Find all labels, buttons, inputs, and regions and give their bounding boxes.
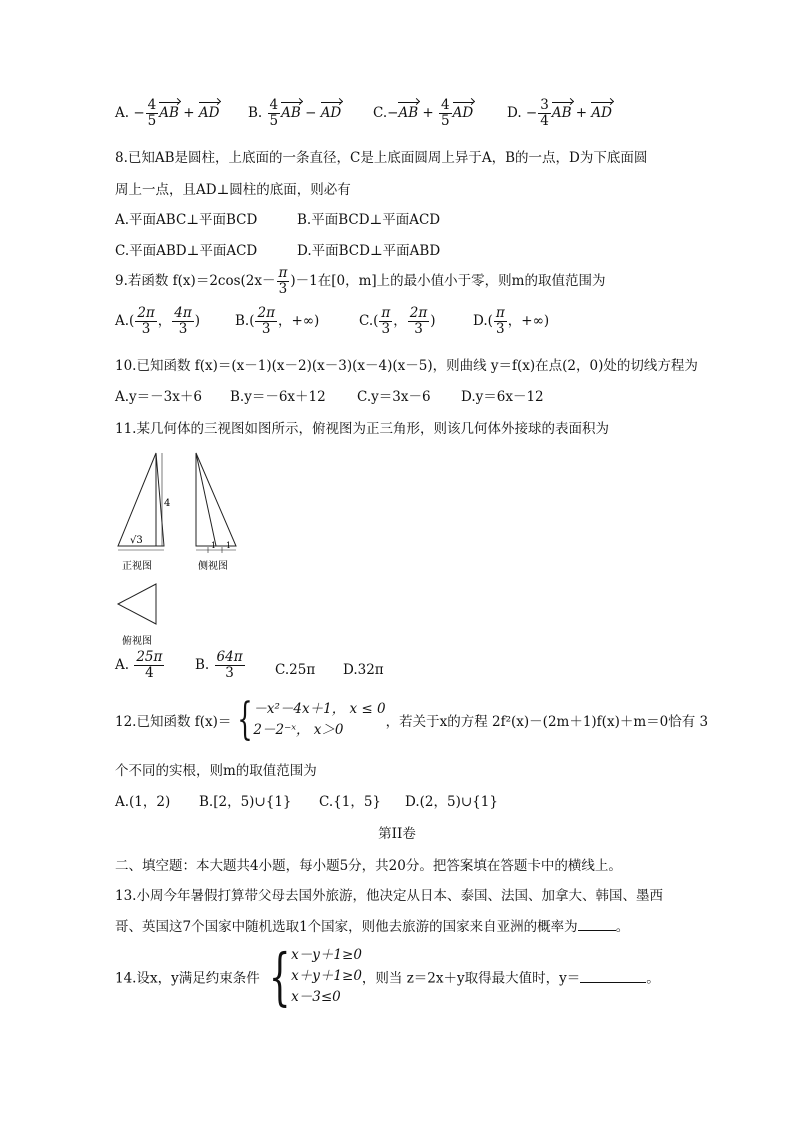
section-heading: 二、填空题：本大题共4小题，每小题5分，共20分。把答案填在答题卡中的横线上。 — [115, 858, 622, 874]
q9-stem: 9.若函数 f(x)＝2cos(2x－ $\frac{\pi}{3}$ )－1在[0，m]上的最小值小于零，则m的取值范围为 — [115, 265, 606, 297]
q12-option-d: D.(2，5)∪{1} — [405, 794, 498, 810]
q14-answer-blank[interactable] — [580, 970, 646, 983]
q8-option-b: B.平面BCD⊥平面ACD — [297, 212, 441, 228]
side-tick-1: 1 — [211, 541, 217, 550]
q9-option-b: B.( $\frac{2\pi}{3}$ ，+∞) — [235, 305, 320, 337]
q8-option-d: D.平面BCD⊥平面ABD — [297, 243, 441, 259]
base-label: √3 — [130, 535, 143, 546]
q11-option-b: B. $\frac{64\pi}{3}$ — [195, 649, 243, 681]
q12-options — [115, 790, 498, 810]
q8-stem-line1: 8.已知AB是圆柱，上底面的一条直径，C是上底面圆周上异于A，B的一点，D为下底面圆 — [115, 150, 648, 166]
top-view — [118, 584, 156, 624]
q12-option-b: B.[2，5)∪{1} — [199, 794, 292, 810]
q14-stem: 14.设x，y满足约束条件 {x－y＋1≥0 x＋y＋1≥0 x－3≤0，则当 z＝2x＋y取得最大值时，y＝ 。 — [115, 939, 660, 1013]
side-view-caption: 侧视图 — [198, 561, 228, 572]
q10-option-a: A.y＝－3x＋6 — [115, 389, 202, 405]
q9-option-c: C.( $\frac{\pi}{3}$ ， $\frac{2\pi}{3}$ ) — [359, 305, 436, 337]
q8-stem-line2: 周上一点，且AD⊥圆柱的底面，则必有 — [115, 182, 351, 198]
q7-option-c: C.−AB + $\frac{4}{5}$ AD — [373, 97, 474, 129]
q9-option-d: D.( $\frac{\pi}{3}$ ，+∞) — [473, 305, 550, 337]
q13-answer-blank[interactable] — [578, 918, 616, 931]
q12-stem-line2: 个不同的实根，则m的取值范围为 — [115, 763, 317, 779]
q13-line1: 13.小周今年暑假打算带父母去国外旅游，他决定从日本、泰国、法国、加拿大、韩国、墨西 — [115, 888, 663, 904]
q8-option-a: A.平面ABC⊥平面BCD — [115, 212, 258, 228]
q10-option-b: B.y＝－6x＋12 — [230, 389, 326, 405]
q13-line2: 哥、英国这7个国家中随机选取1个国家，则他去旅游的国家来自亚洲的概率为 。 — [115, 919, 630, 935]
q10-option-d: D.y＝6x－12 — [461, 389, 544, 405]
q7-option-b: B. $\frac{4}{5}$ AB − AD — [248, 97, 342, 129]
side-tick-2: 1 — [226, 541, 232, 550]
q7-option-a: A. − $\frac{4}{5}$ AB + AD — [115, 97, 220, 129]
q8-options-row2 — [115, 239, 441, 259]
q12-stem: 12.已知函数 f(x)＝ {－x²－4x＋1， x ≤ 0 2－2⁻ˣ， x＞0 ，若关于x的方程 2f²(x)－(2m＋1)f(x)＋m＝0恰有 3 — [115, 694, 709, 745]
section-title: 第II卷 — [378, 826, 416, 842]
q12-option-c: C.{1，5} — [319, 794, 381, 810]
q7-option-d: D. − $\frac{3}{4}$ AB + AD — [507, 97, 612, 129]
q11-option-d: D.32π — [343, 662, 384, 678]
q8-option-c: C.平面ABD⊥平面ACD — [115, 243, 258, 259]
q11-option-c: C.25π — [275, 662, 316, 678]
q8-options-row1 — [115, 208, 441, 228]
three-view-figure — [112, 448, 272, 648]
q10-options — [115, 385, 544, 405]
q11-stem: 11.某几何体的三视图如图所示，俯视图为正三角形，则该几何体外接球的表面积为 — [115, 421, 609, 437]
top-view-caption: 俯视图 — [122, 636, 152, 647]
front-view-caption: 正视图 — [122, 561, 152, 572]
q12-option-a: A.(1，2) — [115, 794, 171, 810]
side-view — [196, 453, 236, 553]
q11-option-a: A. $\frac{25\pi}{4}$ — [115, 649, 163, 681]
q10-stem: 10.已知函数 f(x)＝(x－1)(x－2)(x－3)(x－4)(x－5)，则曲线 y＝f(x)在点(2，0)处的切线方程为 — [115, 358, 698, 374]
q10-option-c: C.y＝3x－6 — [357, 389, 431, 405]
height-label: 4 — [164, 498, 171, 509]
q9-option-a: A.( $\frac{2\pi}{3}$ ， $\frac{4\pi}{3}$ ) — [115, 305, 201, 337]
